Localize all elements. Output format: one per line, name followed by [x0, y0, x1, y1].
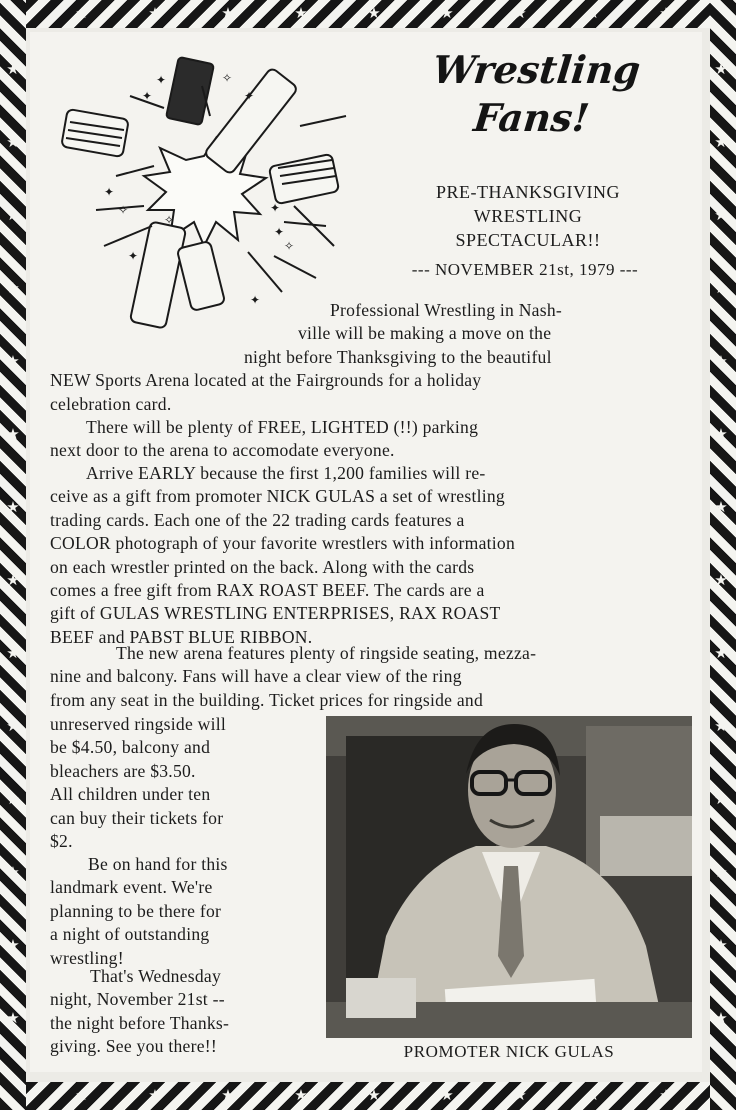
text-line: ceive as a gift from promoter NICK GULAS a set of wrestling [50, 486, 505, 507]
border-star-icon: ★ [714, 1009, 728, 1027]
svg-text:✧: ✧ [284, 239, 295, 253]
border-star-icon: ★ [294, 1086, 308, 1104]
svg-text:✦: ✦ [244, 89, 255, 103]
text-line: unreserved ringside will [50, 714, 227, 734]
text-line: from any seat in the building. Ticket prices for ringside and [50, 689, 484, 710]
text-line: landmark event. We're [50, 877, 213, 898]
paragraph-1 [50, 299, 690, 416]
border-star-icon: ★ [714, 498, 728, 516]
border-star-icon: ★ [6, 206, 20, 224]
text-line: a night of outstanding [50, 924, 210, 945]
border-star-icon: ★ [367, 1086, 381, 1104]
text-line: night, November 21st -- [50, 989, 225, 1010]
text-line: trading cards. Each one of the 22 trading cards features a [50, 509, 465, 530]
border-star-icon: ★ [6, 1009, 20, 1027]
paragraph-3 [50, 462, 695, 649]
border-star-icon: ★ [75, 4, 89, 22]
text-line: Professional Wrestling in Nash- [330, 300, 562, 320]
svg-text:✦: ✦ [270, 201, 281, 215]
svg-text:✦: ✦ [128, 249, 139, 263]
border-star-icon: ★ [714, 279, 728, 297]
text-line: The new arena features plenty of ringside seating, mezza- [116, 643, 537, 663]
border-star-icon: ★ [294, 4, 308, 22]
text-line: gift of GULAS WRESTLING ENTERPRISES, RAX ROAST [50, 603, 501, 624]
subtitle-line: WRESTLING [473, 206, 583, 226]
border-star-icon: ★ [714, 644, 728, 662]
text-line: can buy their tickets for [50, 807, 224, 828]
border-star-icon: ★ [714, 206, 728, 224]
headline-line: Fans! [471, 95, 592, 140]
border-star-icon: ★ [714, 571, 728, 589]
text-line: wrestling! [50, 947, 124, 968]
border-star-icon: ★ [148, 1086, 162, 1104]
border-star-icon: ★ [6, 133, 20, 151]
border-star-icon: ★ [714, 352, 728, 370]
text-line: COLOR photograph of your favorite wrestlers with information [50, 533, 516, 554]
border-star-icon: ★ [221, 1086, 235, 1104]
text-line: $2. [50, 831, 73, 852]
svg-text:✧: ✧ [118, 203, 129, 217]
subtitle-line: PRE-THANKSGIVING [436, 182, 620, 202]
border-star-icon: ★ [6, 571, 20, 589]
svg-text:✦: ✦ [142, 89, 153, 103]
text-line: BEEF and PABST BLUE RIBBON. [50, 626, 313, 647]
paragraph-5 [50, 853, 322, 970]
headline [399, 46, 669, 142]
text-line: celebration card. [50, 393, 172, 414]
border-star-icon: ★ [6, 60, 20, 78]
border-star-icon: ★ [6, 279, 20, 297]
border-star-icon: ★ [586, 4, 600, 22]
border-star-icon: ★ [513, 4, 527, 22]
border-star-icon: ★ [148, 4, 162, 22]
text-line: the night before Thanks- [50, 1012, 230, 1033]
svg-text:✦: ✦ [274, 225, 285, 239]
text-line: giving. See you there!! [50, 1036, 217, 1057]
border-star-icon: ★ [6, 936, 20, 954]
text-line: bleachers are $3.50. [50, 760, 196, 781]
text-line: nine and balcony. Fans will have a clear view of the ring [50, 666, 462, 687]
border-star-icon: ★ [221, 4, 235, 22]
photo-caption: PROMOTER NICK GULAS [403, 1042, 615, 1061]
svg-text:✦: ✦ [156, 73, 167, 87]
event-date: --- NOVEMBER 21st, 1979 --- [411, 260, 639, 279]
paragraph-2 [50, 416, 690, 463]
border-star-icon: ★ [6, 790, 20, 808]
border-star-icon: ★ [586, 1086, 600, 1104]
paragraph-4-continued [50, 713, 322, 853]
border-star-icon: ★ [440, 1086, 454, 1104]
text-line: There will be plenty of FREE, LIGHTED (!!) parking [86, 417, 479, 437]
border-star-icon: ★ [75, 1086, 89, 1104]
border-star-icon: ★ [659, 1086, 673, 1104]
subtitle [380, 180, 676, 252]
paragraph-4 [50, 642, 695, 712]
border-star-icon: ★ [659, 4, 673, 22]
border-star-icon: ★ [714, 863, 728, 881]
paragraph-6 [50, 965, 326, 1059]
headline-line: Wrestling [430, 47, 643, 92]
svg-text:✦: ✦ [104, 185, 115, 199]
text-line: next door to the arena to accomodate everyone. [50, 440, 395, 461]
border-star-icon: ★ [6, 498, 20, 516]
text-line: Arrive EARLY because the first 1,200 families will re- [86, 463, 486, 483]
border-star-icon: ★ [714, 790, 728, 808]
text-line: That's Wednesday [90, 966, 221, 986]
promoter-photo [326, 716, 692, 1038]
border-star-icon: ★ [714, 936, 728, 954]
border-star-icon: ★ [714, 60, 728, 78]
text-line: planning to be there for [50, 900, 222, 921]
text-line: All children under ten [50, 784, 211, 805]
text-line: comes a free gift from RAX ROAST BEEF. The cards are a [50, 580, 485, 601]
border-star-icon: ★ [6, 352, 20, 370]
text-line: on each wrestler printed on the back. Along with the cards [50, 556, 475, 577]
svg-text:✦: ✦ [250, 293, 261, 307]
border-star-icon: ★ [440, 4, 454, 22]
text-line: ville will be making a move on the [298, 323, 552, 344]
text-line: NEW Sports Arena located at the Fairgrounds for a holiday [50, 370, 482, 391]
border-star-icon: ★ [513, 1086, 527, 1104]
border-star-icon: ★ [714, 133, 728, 151]
border-star-icon: ★ [714, 425, 728, 443]
border-star-icon: ★ [6, 425, 20, 443]
svg-text:✧: ✧ [222, 71, 233, 85]
svg-text:✧: ✧ [164, 213, 175, 227]
border-star-icon: ★ [6, 644, 20, 662]
text-line: Be on hand for this [88, 854, 228, 874]
fireworks-illustration [44, 56, 360, 336]
text-line: night before Thanksgiving to the beautiful [244, 346, 552, 367]
border-star-icon: ★ [714, 717, 728, 735]
border-star-icon: ★ [6, 717, 20, 735]
promoter-portrait [326, 716, 692, 1038]
subtitle-line: SPECTACULAR!! [455, 230, 601, 250]
border-star-icon: ★ [367, 4, 381, 22]
border-star-icon: ★ [6, 863, 20, 881]
text-line: be $4.50, balcony and [50, 737, 211, 758]
